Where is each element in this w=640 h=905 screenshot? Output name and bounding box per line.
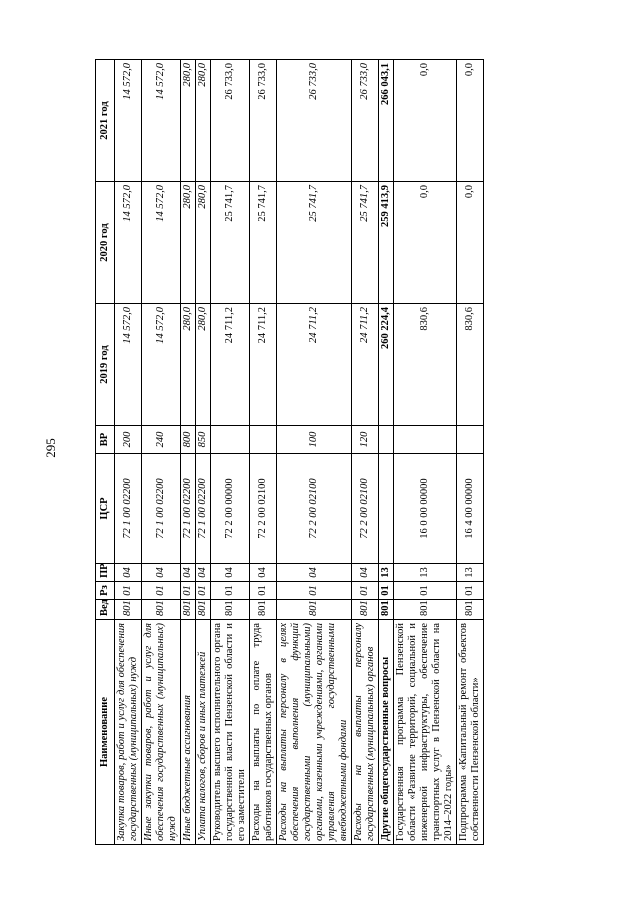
cell-pr: 04 — [115, 564, 142, 582]
cell-rz: 01 — [352, 582, 379, 600]
page-number: 295 — [43, 438, 58, 458]
cell-name: Уплата налогов, сборов и иных платежей — [196, 620, 211, 845]
cell-pr: 04 — [352, 564, 379, 582]
cell-name: Подпрограмма «Капитальный ремонт объектов собственности Пензенской области» — [457, 620, 484, 845]
cell-csr: 72 2 00 02100 — [352, 454, 379, 564]
cell-rz: 01 — [181, 582, 196, 600]
cell-pr: 04 — [250, 564, 277, 582]
table-row — [250, 60, 277, 845]
cell-rz: 01 — [250, 582, 277, 600]
table-row — [457, 60, 484, 845]
cell-rz: 01 — [211, 582, 250, 600]
col-header-2021: 2021 год — [96, 60, 115, 182]
col-header-pr: ПР — [96, 564, 115, 582]
cell-2020: 280,0 — [181, 182, 196, 304]
cell-2019: 14 572,0 — [115, 304, 142, 426]
cell-csr: 16 0 00 00000 — [394, 454, 457, 564]
cell-pr: 04 — [211, 564, 250, 582]
cell-2021: 280,0 — [181, 60, 196, 182]
cell-pr: 13 — [394, 564, 457, 582]
cell-csr: 72 1 00 02200 — [181, 454, 196, 564]
cell-rz: 01 — [379, 582, 394, 600]
cell-2019: 24 711,2 — [277, 304, 352, 426]
cell-ved: 801 — [379, 600, 394, 620]
cell-2021: 26 733,0 — [250, 60, 277, 182]
cell-name: Расходы на выплаты по оплате труда работников государственных органов — [250, 620, 277, 845]
cell-rz: 01 — [196, 582, 211, 600]
cell-2021: 26 733,0 — [211, 60, 250, 182]
cell-2021: 14 572,0 — [142, 60, 181, 182]
cell-2021: 14 572,0 — [115, 60, 142, 182]
cell-pr: 04 — [181, 564, 196, 582]
cell-2020: 25 741,7 — [277, 182, 352, 304]
cell-2020: 0,0 — [394, 182, 457, 304]
cell-csr: 16 4 00 00000 — [457, 454, 484, 564]
col-header-ved: Вед — [96, 600, 115, 620]
cell-pr: 13 — [379, 564, 394, 582]
cell-2019: 14 572,0 — [142, 304, 181, 426]
cell-ved: 801 — [394, 600, 457, 620]
cell-pr: 04 — [277, 564, 352, 582]
cell-2020: 25 741,7 — [352, 182, 379, 304]
cell-name: Расходы на выплаты персоналу государственных (муниципальных) органов — [352, 620, 379, 845]
cell-2021: 266 043,1 — [379, 60, 394, 182]
cell-vr — [379, 426, 394, 454]
cell-ved: 801 — [211, 600, 250, 620]
cell-csr — [379, 454, 394, 564]
cell-pr: 04 — [142, 564, 181, 582]
table-row — [142, 60, 181, 845]
cell-rz: 01 — [277, 582, 352, 600]
table-row — [115, 60, 142, 845]
cell-2021: 0,0 — [457, 60, 484, 182]
cell-2021: 26 733,0 — [352, 60, 379, 182]
cell-ved: 801 — [277, 600, 352, 620]
cell-vr — [394, 426, 457, 454]
cell-2019: 830,6 — [394, 304, 457, 426]
cell-ved: 801 — [142, 600, 181, 620]
col-header-2020: 2020 год — [96, 182, 115, 304]
table-row — [379, 60, 394, 845]
cell-name: Иные бюджетные ассигнования — [181, 620, 196, 845]
cell-rz: 01 — [142, 582, 181, 600]
table-body — [115, 60, 484, 845]
col-header-csr: ЦСР — [96, 454, 115, 564]
col-header-vr: ВР — [96, 426, 115, 454]
cell-vr: 200 — [115, 426, 142, 454]
cell-2019: 830,6 — [457, 304, 484, 426]
cell-vr: 800 — [181, 426, 196, 454]
table-row — [277, 60, 352, 845]
cell-vr: 850 — [196, 426, 211, 454]
cell-vr: 100 — [277, 426, 352, 454]
table-row — [352, 60, 379, 845]
cell-ved: 801 — [250, 600, 277, 620]
cell-2020: 25 741,7 — [211, 182, 250, 304]
cell-csr: 72 1 00 02200 — [142, 454, 181, 564]
budget-table — [95, 59, 484, 845]
cell-2021: 26 733,0 — [277, 60, 352, 182]
cell-ved: 801 — [115, 600, 142, 620]
cell-2021: 280,0 — [196, 60, 211, 182]
cell-rz: 01 — [115, 582, 142, 600]
table-row — [394, 60, 457, 845]
cell-2020: 280,0 — [196, 182, 211, 304]
cell-name: Иные закупки товаров, работ и услуг для обеспечения государственных (муниципальных) нужд — [142, 620, 181, 845]
col-header-2019: 2019 год — [96, 304, 115, 426]
cell-ved: 801 — [181, 600, 196, 620]
cell-2019: 24 711,2 — [250, 304, 277, 426]
cell-name: Расходы на выплаты персоналу в целях обеспечения выполнения функций государственными (муниципальными) органами, казенными учреждениями, органами управления государственными внебюджетными фондами — [277, 620, 352, 845]
cell-csr: 72 1 00 02200 — [196, 454, 211, 564]
cell-vr — [211, 426, 250, 454]
table-row — [181, 60, 196, 845]
cell-2019: 280,0 — [181, 304, 196, 426]
cell-2019: 24 711,2 — [352, 304, 379, 426]
cell-pr: 13 — [457, 564, 484, 582]
cell-2019: 260 224,4 — [379, 304, 394, 426]
cell-vr — [250, 426, 277, 454]
cell-2020: 259 413,9 — [379, 182, 394, 304]
cell-rz: 01 — [394, 582, 457, 600]
rotated-table-container — [95, 60, 481, 845]
cell-2020: 0,0 — [457, 182, 484, 304]
table-row — [211, 60, 250, 845]
cell-csr: 72 2 00 00000 — [211, 454, 250, 564]
cell-2019: 280,0 — [196, 304, 211, 426]
col-header-rz: Рз — [96, 582, 115, 600]
cell-ved: 801 — [457, 600, 484, 620]
cell-2021: 0,0 — [394, 60, 457, 182]
col-header-name: Наименование — [96, 620, 115, 845]
table-row — [196, 60, 211, 845]
cell-csr: 72 1 00 02200 — [115, 454, 142, 564]
cell-csr: 72 2 00 02100 — [277, 454, 352, 564]
cell-2020: 25 741,7 — [250, 182, 277, 304]
cell-rz: 01 — [457, 582, 484, 600]
cell-csr: 72 2 00 02100 — [250, 454, 277, 564]
cell-name: Руководитель высшего исполнительного органа государственной власти Пензенской области и его заместители — [211, 620, 250, 845]
cell-name: Другие общегосударственные вопросы — [379, 620, 394, 845]
cell-2020: 14 572,0 — [115, 182, 142, 304]
header-row — [96, 60, 115, 845]
cell-name: Закупка товаров, работ и услуг для обеспечения государственных (муниципальных) нужд — [115, 620, 142, 845]
cell-2019: 24 711,2 — [211, 304, 250, 426]
cell-pr: 04 — [196, 564, 211, 582]
cell-2020: 14 572,0 — [142, 182, 181, 304]
cell-vr — [457, 426, 484, 454]
cell-ved: 801 — [352, 600, 379, 620]
cell-vr: 120 — [352, 426, 379, 454]
cell-name: Государственная программа Пензенской области «Развитие территорий, социальной и инженерной инфраструктуры, обеспечение транспортных услуг в Пензенской области на 2014–2022 годы» — [394, 620, 457, 845]
cell-ved: 801 — [196, 600, 211, 620]
cell-vr: 240 — [142, 426, 181, 454]
